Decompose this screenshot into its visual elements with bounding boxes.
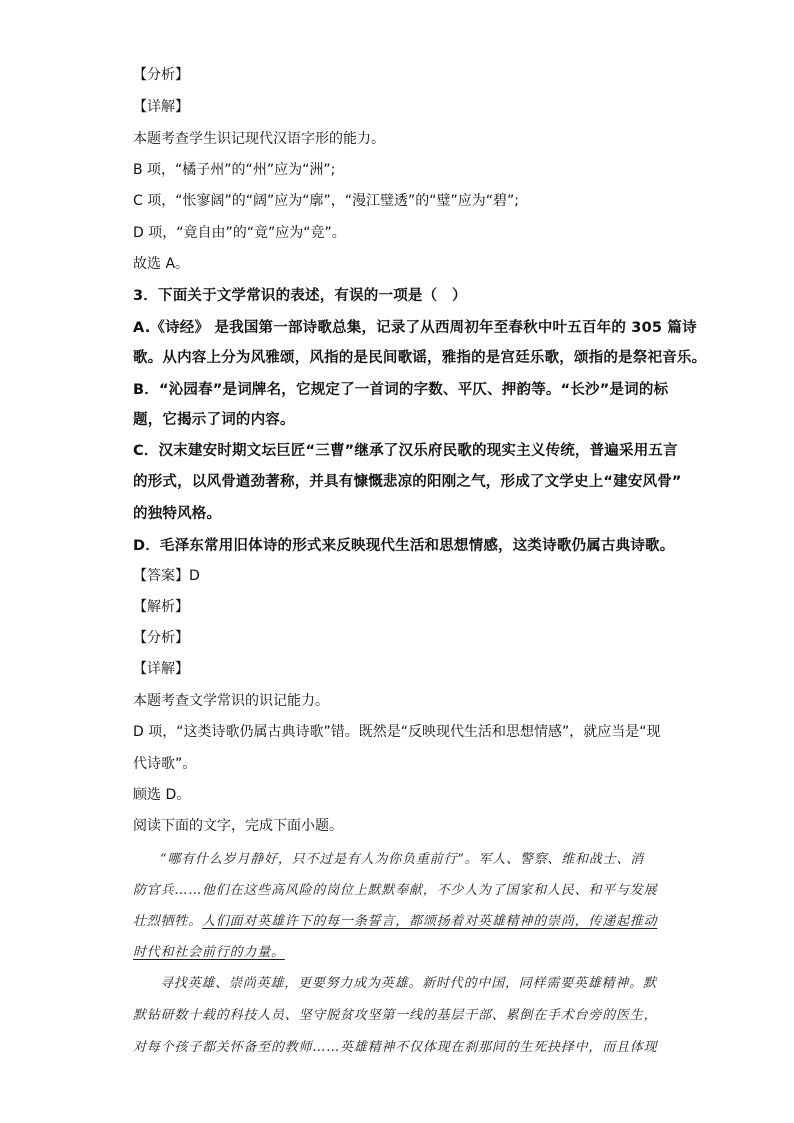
text-line: 顾选 D。 — [133, 787, 191, 803]
text-line: 本题考查学生识记现代汉语字形的能力。 — [133, 131, 385, 147]
section-heading-detail: 【详解】 — [133, 99, 189, 115]
option-b-line-1: B．“沁园春”是词牌名，它规定了一首词的字数、平仄、押韵等。“长沙”是词的标 — [133, 382, 669, 398]
question-stem: 3．下面关于文学常识的表述，有误的一项是（ ） — [133, 288, 467, 304]
text-line: 本题考查文学常识的识记能力。 — [133, 693, 329, 709]
option-c-line-2: 的形式，以风骨遒劲著称，并具有慷慨悲凉的阳刚之气，形成了文学史上“建安风骨” — [133, 474, 682, 490]
section-heading-detail: 【详解】 — [133, 661, 189, 677]
text-line: D 项，“竟自由”的“竟”应为“竞”。 — [133, 225, 346, 241]
passage-line: 防官兵……他们在这些高风险的岗位上默默奉献，不少人为了国家和人民、和平与发展 — [133, 883, 658, 898]
text-line: D 项，“这类诗歌仍属古典诗歌”错。既然是“反映现代生活和思想情感”，就应当是“现 — [133, 724, 661, 740]
section-heading-analysis: 【分析】 — [133, 67, 189, 83]
option-c-line-3: 的独特风格。 — [133, 506, 222, 522]
section-heading-analysis: 【分析】 — [133, 630, 189, 646]
option-d-line: D．毛泽东常用旧体诗的形式来反映现代生活和思想情感，这类诗歌仍属古典诗歌。 — [133, 538, 675, 554]
passage-line-3 — [133, 913, 657, 931]
answer-line: 【答案】D — [133, 568, 200, 584]
text-line: 代诗歌”。 — [133, 756, 197, 772]
passage-text: 壮烈牺牲。 — [133, 914, 203, 929]
option-c-line-1: C．汉末建安时期文坛巨匠“三曹”继承了汉乐府民歌的现实主义传统，普遍采用五言 — [133, 443, 678, 459]
option-b-line-2: 题，它揭示了词的内容。 — [133, 412, 295, 428]
section-heading-explanation: 【解析】 — [133, 599, 189, 615]
text-line: 故选 A。 — [133, 256, 190, 272]
underlined-sentence-end: 时代和社会前行的力量。 — [133, 945, 285, 960]
text-line: C 项，“怅寥阔”的“阔”应为“廓”，“漫江璧透”的“璧”应为“碧”; — [133, 193, 519, 209]
option-a-line-2: 歌。从内容上分为风雅颂，风指的是民间歌谣，雅指的是宫廷乐歌，颂指的是祭祀音乐。 — [133, 350, 707, 366]
passage-line: “哪有什么岁月静好，只不过是有人为你负重前行”。军人、警察、维和战士、消 — [160, 852, 645, 867]
option-a-line-1: A.《诗经》 是我国第一部诗歌总集，记录了从西周初年至春秋中叶五百年的 305 篇诗 — [133, 320, 697, 336]
passage-line: 对每个孩子都关怀备至的教师……英雄精神不仅体现在刹那间的生死抉择中，而且体现 — [133, 1040, 658, 1055]
passage-line: 寻找英雄、崇尚英雄，更要努力成为英雄。新时代的中国，同样需要英雄精神。默 — [160, 976, 657, 991]
text-line: B 项，“橘子州”的“州”应为“洲”; — [133, 162, 336, 178]
reading-instruction: 阅读下面的文字，完成下面小题。 — [133, 818, 343, 834]
passage-line: 默钻研数十载的科技人员、坚守脱贫攻坚第一线的基层干部、累倒在手术台旁的医生， — [133, 1008, 658, 1023]
underlined-sentence: 人们面对英雄许下的每一条誓言，都颂扬着对英雄精神的崇尚，传递起推动 — [202, 914, 658, 929]
